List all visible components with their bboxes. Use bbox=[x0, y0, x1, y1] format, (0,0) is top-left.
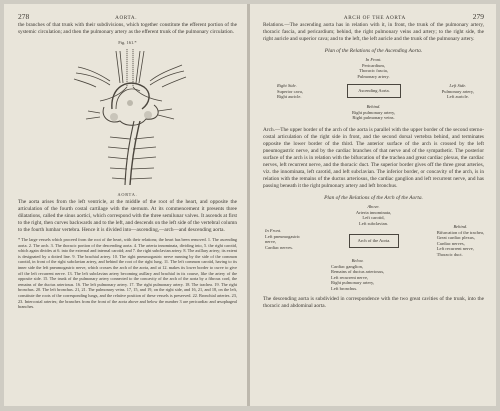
aorta-illustration bbox=[70, 47, 190, 187]
plan2-below-item: Right pulmonary artery, bbox=[331, 280, 375, 286]
plan2-in-front-caption: In Front. bbox=[265, 228, 282, 233]
plan2-below-item: Cardiac ganglion, bbox=[331, 263, 363, 269]
plan1-left-side-item: Left auricle. bbox=[446, 94, 469, 100]
plan1-in-front-caption: In Front. bbox=[365, 57, 382, 62]
plan2-in-front-item: Cardiac nerves. bbox=[265, 244, 293, 250]
figure-footnote: * The large vessels which proceed from the root of the heart, with their relations; the heart has been removed. 1. The ascending aorta. 2. The arch. 3. The thoracic portion of the descending aorta. 4. The arteria innominata, dividing into, 5. the right carotid, which again divides at 6. into the external and internal carotid; and 7. the right subclavian artery. 8. The axillary artery; its extent is designated by a dotted line. 9. The brachial artery. 10. The right pneumogastric nerve running by the side of the common carotid, in front of the right subclavian artery, and behind the root of the right lung. 11. The left common carotid, having to its inner side the left pneumogastric nerve, which crosses the arch of the aorta, and at 12. makes its lower border to curve to give off the left recurrent nerve. 13. The left subclavian artery becoming axillary and brachial in its course, like the artery of the opposite side. 15. The trunk of the pulmonary artery connected to the concavity of the arch of the aorta by a fibrous cord, the remains of the ductus arteriosus. 16. The left pulmonary artery. 17. The right pulmonary artery. 18. The trachea. 19. The right bronchus. 20. The left bronchus. 21, 21. The pulmonary veins. 17, 15, and 19, on the right side, and 16, 21, and 18, on the left, constitute the roots of the corresponding lungs, and the relative position of these vessels is preserved. 22. Bronchial arteries. 23, 23. Intercostal arteries; the branches from the front of the aorta above and below the number 3 are pericardiac and œsophageal branches. bbox=[18, 237, 237, 310]
plan2-behind-item: Great cardiac plexus, bbox=[436, 235, 475, 241]
ascending-aorta-plan bbox=[263, 57, 484, 127]
plan1-behind-item: Right pulmonary veins. bbox=[352, 115, 395, 121]
ascending-aorta-plan-title: Plan of the Relations of the Ascending Aorta. bbox=[324, 48, 423, 54]
plan1-in-front-item: Pericardium, bbox=[361, 62, 386, 68]
relations-paragraph: Relations.—The ascending aorta has in relation with it, in front, the trunk of the pulmonary artery, thoracic fascia, and pericardium; behind, the right pulmonary veins and artery; to the right side, the right auricle and superior cava; and to the left, the left auricle and the trunk of the pulmonary artery. bbox=[263, 22, 484, 42]
plan1-left-side-item: Pulmonary artery, bbox=[441, 88, 474, 94]
plan2-below-item: Left recurrent nerve, bbox=[331, 274, 369, 280]
plan2-above-caption: Above. bbox=[367, 204, 380, 209]
plan2-in-front-item: nerve, bbox=[265, 239, 277, 245]
plan2-below-item: Remains of ductus arteriosus, bbox=[331, 269, 385, 275]
left-page bbox=[4, 4, 247, 406]
plan2-center-label: Arch of the Aorta. bbox=[357, 238, 391, 243]
plan2-center-box bbox=[349, 234, 399, 248]
left-page-number: 278 bbox=[18, 12, 30, 21]
plan2-above-item: Left subclavian. bbox=[359, 220, 388, 226]
right-page-header bbox=[263, 12, 484, 22]
plan1-center-box bbox=[347, 84, 401, 98]
plan1-in-front-item: Thoracic fascia, bbox=[359, 68, 388, 74]
plan2-below-item: Left bronchus. bbox=[331, 285, 358, 291]
plan1-center-label: Ascending Aorta. bbox=[358, 88, 390, 93]
plan2-behind-item: Left recurrent nerve, bbox=[436, 246, 474, 252]
plan2-behind-item: Cardiac nerves, bbox=[436, 240, 465, 246]
left-running-title: AORTA. bbox=[115, 15, 138, 21]
right-running-title: ARCH OF THE AORTA bbox=[343, 15, 406, 21]
right-page bbox=[250, 4, 496, 406]
plan2-below-caption: Below. bbox=[351, 258, 364, 263]
plan2-above-item: Left carotid, bbox=[362, 215, 385, 221]
plan2-behind-caption: Behind. bbox=[453, 224, 468, 229]
plan1-in-front-item: Pulmonary artery. bbox=[357, 73, 390, 79]
plan1-right-side-item: Superior cava, bbox=[277, 88, 303, 94]
left-page-header bbox=[18, 12, 237, 22]
figure-label: Fig. 161.* bbox=[118, 40, 137, 45]
figure-caption: AORTA. bbox=[117, 192, 138, 197]
arch-plan bbox=[263, 204, 484, 296]
plan1-behind-caption: Behind. bbox=[366, 104, 381, 109]
aorta-origin-paragraph: The aorta arises from the left ventricle, at the middle of the root of the heart, and opposite the articulation of the fourth costal cartilage with the sternum. At its commencement it presents three dilatations, called the sinus aortici, which correspond with the three semilunar valves. It ascends at first to the right, then curves backwards and to the left, and descends on the left side of the vertebral column to the fourth lumbar vertebra. Hence it is divided into—ascending,—arch—and descending aorta. bbox=[18, 199, 238, 233]
plan1-left-side-caption: Left Side. bbox=[449, 83, 467, 88]
aorta-figure bbox=[18, 38, 237, 198]
plan2-behind-item: Thoracic duct. bbox=[436, 251, 463, 257]
arch-paragraph: Arch.—The upper border of the arch of the aorta is parallel with the upper border of the second sterno-costal articulation of the right side in front, and the second dorsal vertebra behind, and terminates opposite the lower border of the third. The anterior surface of the arch is crossed by the left pneumogastric nerve, and by the cardiac branches of that nerve and of the sympathetic. The posterior surface of the arch is in relation with the bifurcation of the trachea and great cardiac plexus, the cardiac nerves, left recurrent nerve, and the thoracic duct. The superior border gives off the three great arteries, viz. the innominata, left carotid, and left subclavian. The inferior border, or concavity of the arch, is in relation with the remains of the ductus arteriosus, the cardiac ganglion and left recurrent nerve, and has passing beneath it the right pulmonary artery and left bronchus. bbox=[263, 127, 484, 189]
left-top-paragraph: the branches of that trunk with their subdivisions, which together constitute the efferent portion of the systemic circulation; and then the pulmonary artery as the efferent trunk of the pulmonary circulation. bbox=[18, 22, 237, 35]
plan2-above-item: Arteria innominata, bbox=[355, 209, 392, 215]
plan2-behind-item: Bifurcation of the trachea, bbox=[436, 229, 484, 235]
plan1-behind-item: Right pulmonary artery, bbox=[351, 109, 396, 115]
plan1-right-side-item: Right auricle. bbox=[277, 94, 302, 100]
right-page-number: 279 bbox=[472, 12, 484, 21]
descending-aorta-paragraph: The descending aorta is subdivided in correspondence with the two great cavities of the trunk, into the thoracic and abdominal aorta. bbox=[263, 296, 484, 309]
plan2-in-front-item: Left pneumogastric bbox=[265, 233, 301, 239]
plan1-right-side-caption: Right Side. bbox=[277, 83, 297, 88]
arch-plan-title: Plan of the Relations of the Arch of the Aorta. bbox=[324, 195, 423, 201]
